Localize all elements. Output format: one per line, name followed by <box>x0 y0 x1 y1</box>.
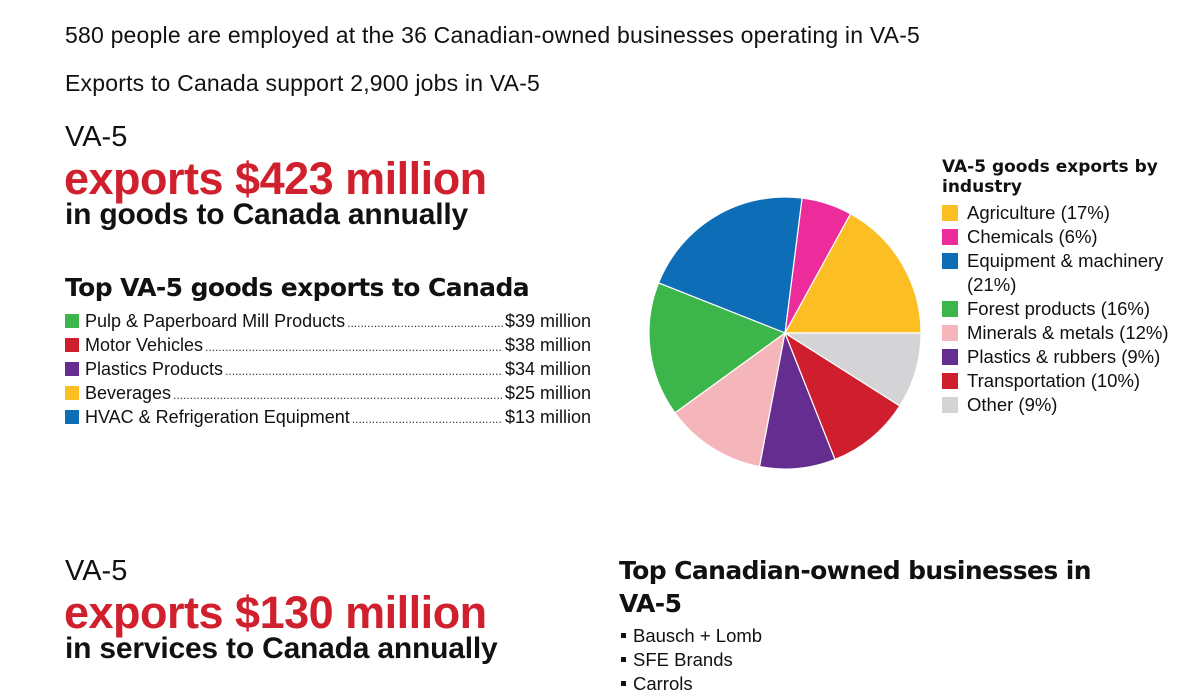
legend-item <box>942 393 1187 417</box>
legend-swatch <box>942 205 958 221</box>
business-item <box>621 672 762 696</box>
legend-swatch <box>942 373 958 389</box>
pie-chart <box>640 188 930 478</box>
export-row <box>65 356 591 380</box>
business-item <box>621 648 762 672</box>
bullet-icon <box>621 633 626 638</box>
goods-subline: in goods to Canada annually <box>65 198 468 231</box>
legend-swatch <box>942 253 958 269</box>
pie-slices <box>649 197 921 469</box>
services-headline: exports $130 million <box>64 587 487 638</box>
export-row <box>65 380 591 404</box>
legend-item <box>942 321 1187 345</box>
chart-legend <box>942 201 1187 417</box>
services-subline: in services to Canada annually <box>65 632 498 665</box>
dot-leader <box>347 318 503 328</box>
legend-swatch <box>942 397 958 413</box>
legend-item <box>942 345 1187 369</box>
goods-headline: exports $423 million <box>64 153 487 204</box>
export-value: $38 million <box>504 335 591 355</box>
legend-item <box>942 249 1187 297</box>
export-value: $13 million <box>504 407 591 427</box>
export-value: $34 million <box>504 359 591 379</box>
export-row <box>65 308 591 332</box>
dot-leader <box>225 366 503 376</box>
legend-swatch <box>942 229 958 245</box>
jobs-stat: Exports to Canada support 2,900 jobs in VA-5 <box>65 70 541 96</box>
top-exports-title: Top VA-5 goods exports to Canada <box>65 273 530 302</box>
export-row <box>65 404 591 428</box>
legend-item <box>942 369 1187 393</box>
legend-label: Equipment & machinery (21%) <box>967 250 1164 295</box>
goods-region-label: VA-5 <box>65 121 128 153</box>
dot-leader <box>352 414 503 424</box>
legend-label: Plastics & rubbers (9%) <box>967 346 1161 367</box>
legend-label: Minerals & metals (12%) <box>967 322 1169 343</box>
business-name: SFE Brands <box>633 649 733 670</box>
dot-leader <box>205 342 503 352</box>
top-exports-list <box>65 308 591 428</box>
legend-swatch <box>942 325 958 341</box>
legend-item <box>942 225 1187 249</box>
export-label: Plastics Products <box>85 359 224 379</box>
export-label: Pulp & Paperboard Mill Products <box>85 311 346 331</box>
export-swatch <box>65 314 79 328</box>
businesses-title-line1: Top Canadian-owned businesses in <box>619 556 1091 585</box>
chart-title: VA-5 goods exports by industry <box>942 157 1158 197</box>
business-name: Carrols <box>633 673 693 694</box>
legend-item <box>942 297 1187 321</box>
export-swatch <box>65 386 79 400</box>
export-row <box>65 332 591 356</box>
legend-label: Transportation (10%) <box>967 370 1141 391</box>
businesses-list <box>621 624 762 696</box>
legend-label: Agriculture (17%) <box>967 202 1110 223</box>
export-swatch <box>65 338 79 352</box>
business-item <box>621 624 762 648</box>
export-value: $25 million <box>504 383 591 403</box>
dot-leader <box>173 390 503 400</box>
legend-label: Chemicals (6%) <box>967 226 1098 247</box>
legend-label: Forest products (16%) <box>967 298 1151 319</box>
export-label: Beverages <box>85 383 172 403</box>
legend-swatch <box>942 349 958 365</box>
legend-swatch <box>942 301 958 317</box>
export-swatch <box>65 410 79 424</box>
export-value: $39 million <box>504 311 591 331</box>
legend-label: Other (9%) <box>967 394 1058 415</box>
export-label: Motor Vehicles <box>85 335 204 355</box>
bullet-icon <box>621 681 626 686</box>
export-label: HVAC & Refrigeration Equipment <box>85 407 350 427</box>
legend-item <box>942 201 1187 225</box>
services-region-label: VA-5 <box>65 555 128 587</box>
business-name: Bausch + Lomb <box>633 625 763 646</box>
bullet-icon <box>621 657 626 662</box>
export-swatch <box>65 362 79 376</box>
employment-stat: 580 people are employed at the 36 Canadian-owned businesses operating in VA-5 <box>65 22 921 48</box>
businesses-title-line2: VA-5 <box>619 589 682 618</box>
